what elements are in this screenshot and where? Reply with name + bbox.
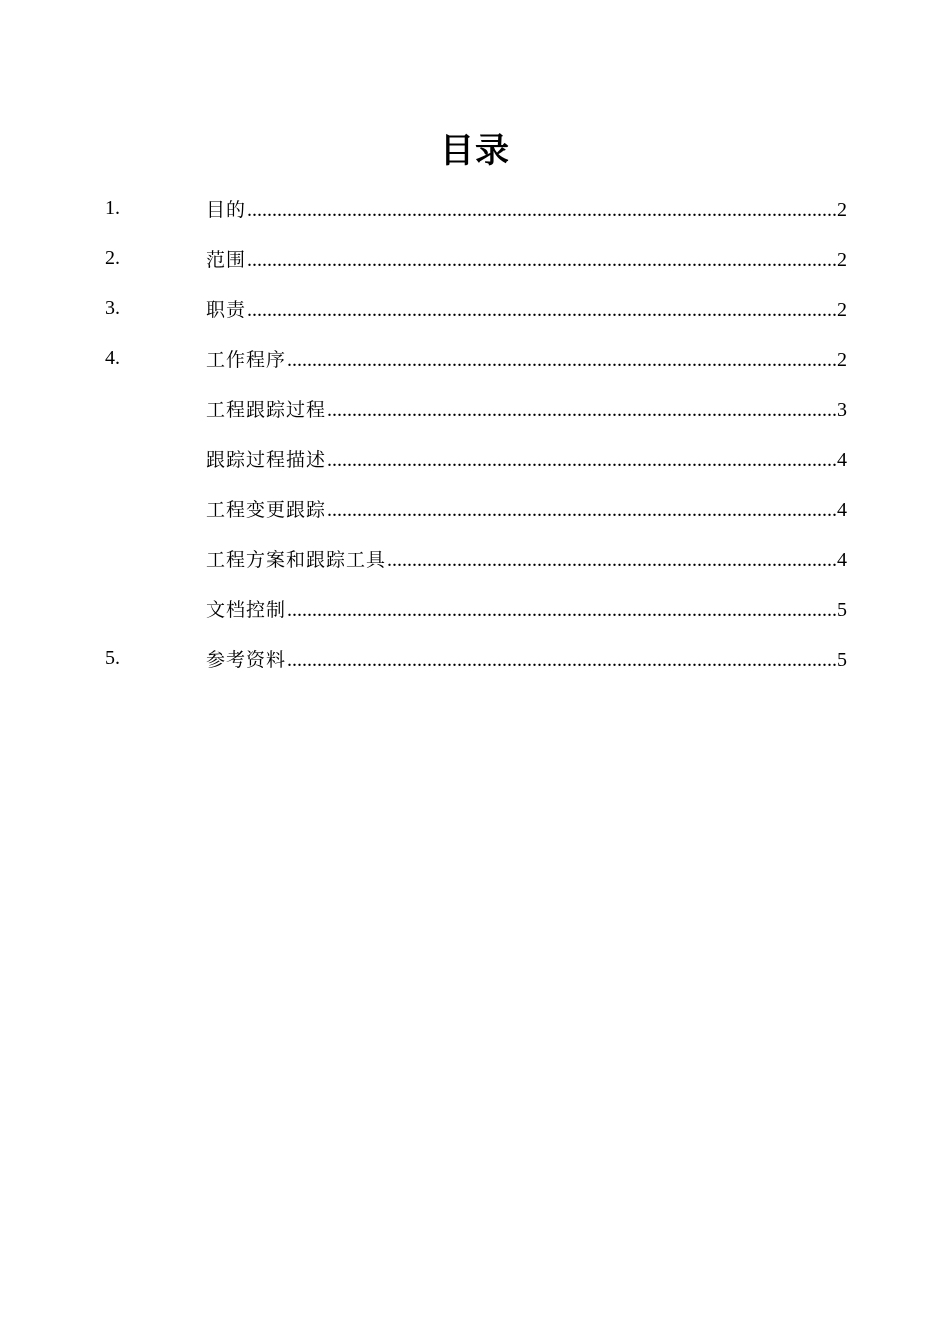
toc-dot-leader xyxy=(247,199,836,222)
toc-entry-tracking-process[interactable] xyxy=(105,383,847,433)
toc-entry-purpose[interactable] xyxy=(105,183,847,233)
toc-dot-leader xyxy=(247,299,836,322)
toc-entry-label: 工程变更跟踪 xyxy=(206,498,327,521)
toc-entry-number: 5. xyxy=(105,646,120,669)
toc-dot-leader xyxy=(287,599,836,622)
toc-entry-page: 2 xyxy=(837,298,847,321)
toc-entry-body xyxy=(206,295,847,322)
toc-entry-label: 跟踪过程描述 xyxy=(206,448,327,471)
toc-entry-process-description[interactable] xyxy=(105,433,847,483)
toc-entry-page: 5 xyxy=(837,598,847,621)
toc-entry-body xyxy=(206,495,847,522)
toc-entry-body xyxy=(206,595,847,622)
toc-entry-responsibilities[interactable] xyxy=(105,283,847,333)
toc-entry-body xyxy=(206,645,847,672)
toc-dot-leader xyxy=(287,349,836,372)
toc-entry-number: 4. xyxy=(105,346,120,369)
toc-entry-number: 1. xyxy=(105,196,120,219)
toc-entry-label: 文档控制 xyxy=(206,598,287,621)
toc-entry-label: 范围 xyxy=(206,248,247,271)
table-of-contents xyxy=(105,183,847,683)
toc-entry-references[interactable] xyxy=(105,633,847,683)
toc-entry-page: 2 xyxy=(837,198,847,221)
toc-dot-leader xyxy=(387,549,836,572)
toc-entry-change-tracking[interactable] xyxy=(105,483,847,533)
toc-title: 目录 xyxy=(440,131,510,171)
toc-entry-document-control[interactable] xyxy=(105,583,847,633)
toc-dot-leader xyxy=(327,449,836,472)
toc-entry-label: 职责 xyxy=(206,298,247,321)
toc-entry-label: 目的 xyxy=(206,198,247,221)
toc-entry-number: 2. xyxy=(105,246,120,269)
toc-dot-leader xyxy=(287,649,836,672)
toc-entry-label: 参考资料 xyxy=(206,648,287,671)
toc-entry-label: 工作程序 xyxy=(206,348,287,371)
toc-entry-page: 2 xyxy=(837,348,847,371)
toc-entry-body xyxy=(206,195,847,222)
toc-entry-work-procedure[interactable] xyxy=(105,333,847,383)
toc-entry-scope[interactable] xyxy=(105,233,847,283)
toc-entry-label: 工程方案和跟踪工具 xyxy=(206,548,387,571)
toc-entry-number: 3. xyxy=(105,296,120,319)
toc-entry-page: 4 xyxy=(837,548,847,571)
toc-dot-leader xyxy=(327,499,836,522)
toc-entry-page: 5 xyxy=(837,648,847,671)
toc-entry-body xyxy=(206,445,847,472)
toc-entry-page: 4 xyxy=(837,448,847,471)
toc-dot-leader xyxy=(327,399,836,422)
toc-entry-body xyxy=(206,345,847,372)
toc-entry-page: 2 xyxy=(837,248,847,271)
toc-entry-body xyxy=(206,395,847,422)
toc-entry-page: 4 xyxy=(837,498,847,521)
toc-entry-page: 3 xyxy=(837,398,847,421)
toc-entry-plan-and-tools[interactable] xyxy=(105,533,847,583)
toc-entry-label: 工程跟踪过程 xyxy=(206,398,327,421)
toc-entry-body xyxy=(206,545,847,572)
toc-dot-leader xyxy=(247,249,836,272)
toc-entry-body xyxy=(206,245,847,272)
